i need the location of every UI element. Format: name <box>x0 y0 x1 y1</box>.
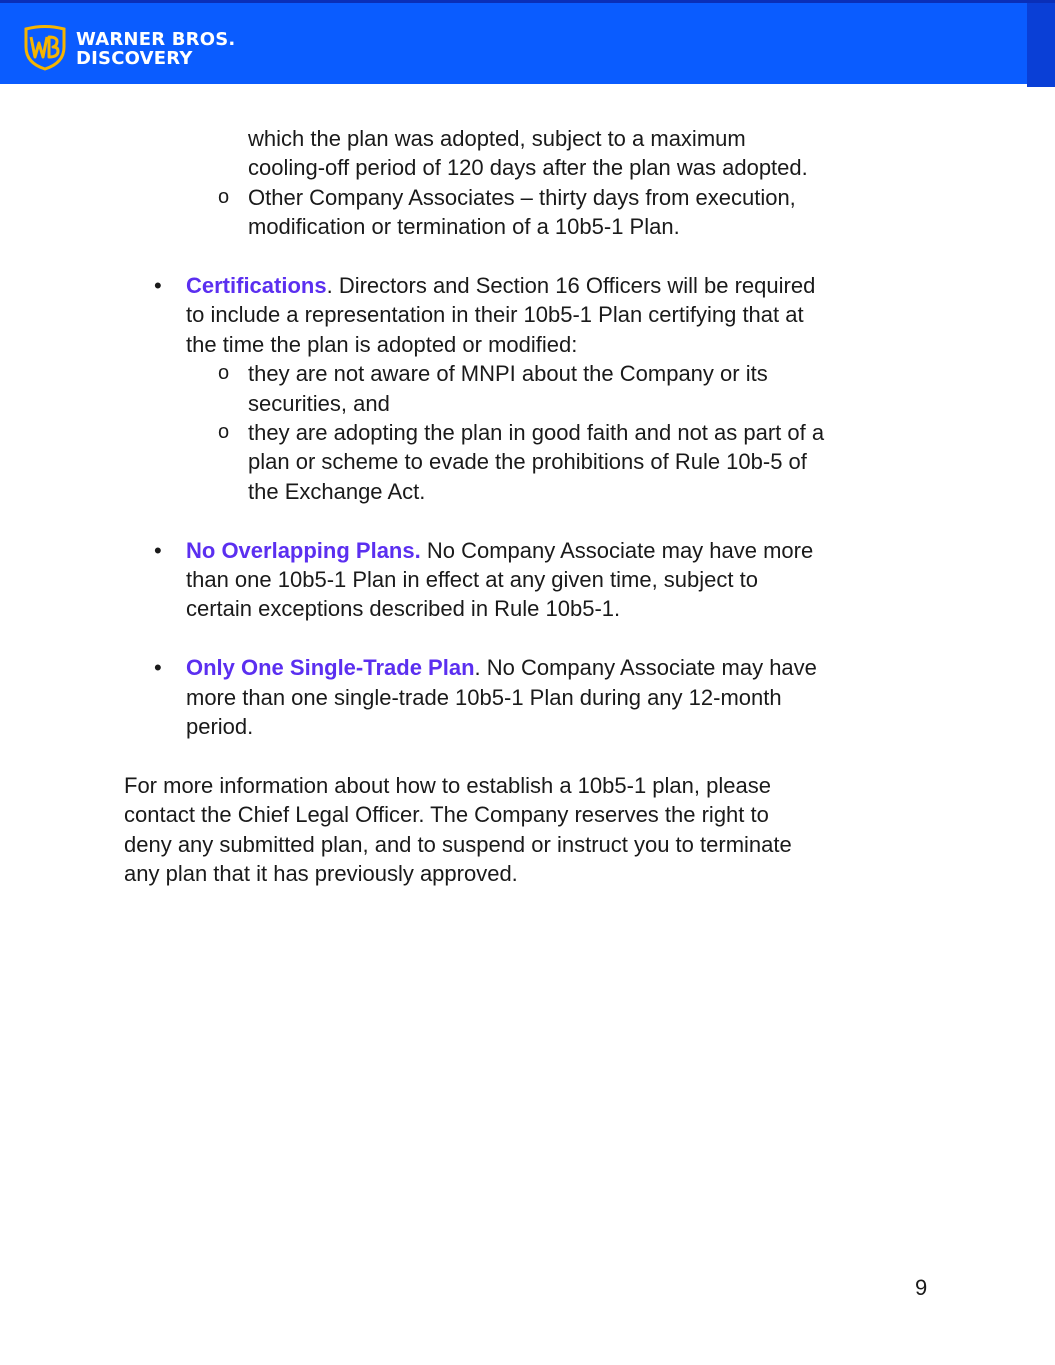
text-line: contact the Chief Legal Officer. The Company reserves the right to <box>124 802 769 828</box>
text-line: more than one single-trade 10b5-1 Plan during any 12-month <box>186 684 782 710</box>
bullet-heading: Only One Single-Trade Plan <box>186 655 475 681</box>
bullet-heading: No Overlapping Plans. <box>186 537 421 563</box>
text-line: they are adopting the plan in good faith and not as part of a <box>248 420 825 446</box>
text-line: to include a representation in their 10b5-1 Plan certifying that at <box>186 302 804 328</box>
document-body <box>124 124 934 889</box>
bullet-text: . No Company Associate may have <box>474 655 817 681</box>
circle-bullet-icon: o <box>218 185 230 208</box>
text-line: the Exchange Act. <box>248 478 426 504</box>
text-line: securities, and <box>248 390 390 416</box>
text-line: plan or scheme to evade the prohibitions of Rule 10b-5 of <box>248 449 807 475</box>
page-header <box>0 0 1055 84</box>
text-line: cooling-off period of 120 days after the plan was adopted. <box>248 155 808 181</box>
sub-item-not-aware <box>124 359 934 418</box>
text-line: than one 10b5-1 Plan in effect at any given time, subject to <box>186 567 758 593</box>
bullet-icon: • <box>154 273 162 299</box>
circle-bullet-icon: o <box>218 362 230 385</box>
bullet-text: No Company Associate may have more <box>420 537 814 563</box>
text-line: which the plan was adopted, subject to a maximum <box>248 126 746 151</box>
text-line: they are not aware of MNPI about the Company or its <box>248 361 768 387</box>
bullet-single-trade-plan <box>124 653 934 741</box>
text-line: the time the plan is adopted or modified: <box>186 331 578 357</box>
bullet-certifications <box>124 271 934 359</box>
text-line: any plan that it has previously approved. <box>124 861 518 887</box>
bullet-heading: Certifications <box>186 273 327 299</box>
text-line <box>186 536 934 565</box>
text-line: modification or termination of a 10b5-1 Plan. <box>248 214 680 240</box>
brand-line-2: DISCOVERY <box>76 48 193 69</box>
text-line: deny any submitted plan, and to suspend or instruct you to terminate <box>124 831 792 857</box>
brand-name <box>76 30 235 68</box>
continuation-text <box>124 124 934 183</box>
wb-shield-logo <box>22 25 68 71</box>
bullet-icon: • <box>154 655 162 681</box>
text-line: Other Company Associates – thirty days from execution, <box>248 184 796 210</box>
bullet-no-overlapping-plans <box>124 536 934 624</box>
text-line: certain exceptions described in Rule 10b5-1. <box>186 596 621 622</box>
text-line <box>186 271 934 300</box>
circle-bullet-icon: o <box>218 421 230 444</box>
header-accent <box>1027 3 1055 87</box>
bullet-text: . Directors and Section 16 Officers will be required <box>326 273 816 299</box>
text-line <box>186 653 934 682</box>
sub-item-other-associates <box>124 183 934 242</box>
page-number: 9 <box>915 1275 928 1300</box>
text-line: period. <box>186 714 254 740</box>
sub-item-good-faith <box>124 418 934 506</box>
bullet-icon: • <box>154 537 162 563</box>
text-line: For more information about how to establish a 10b5-1 plan, please <box>124 772 771 798</box>
closing-paragraph <box>124 771 934 889</box>
brand-line-1: WARNER BROS. <box>76 29 236 50</box>
